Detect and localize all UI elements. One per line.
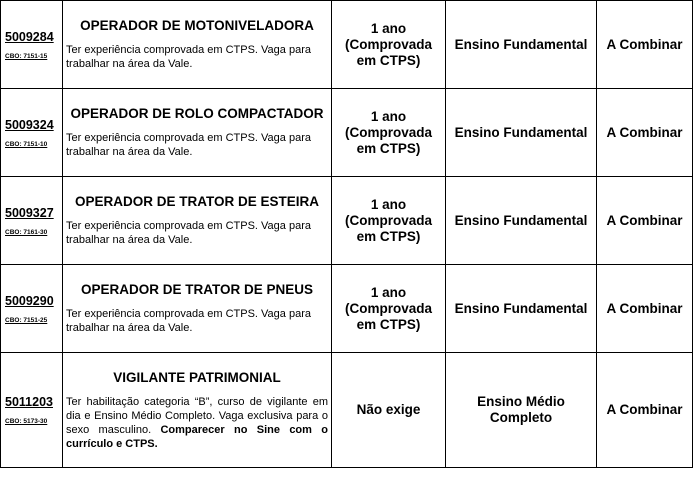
experience-cell — [332, 1, 446, 89]
job-code: 5009290 — [5, 293, 54, 308]
job-code-cell — [1, 177, 63, 265]
job-code-cell — [1, 353, 63, 468]
job-description-cell — [63, 265, 332, 353]
education-cell: Ensino Médio Completo — [446, 353, 597, 468]
job-description: Ter experiência comprovada em CTPS. Vaga para trabalhar na área da Vale. — [66, 132, 311, 158]
experience-line: em CTPS) — [356, 52, 421, 68]
cbo-code: CBO: 5173-30 — [5, 418, 48, 425]
job-description: Ter experiência comprovada em CTPS. Vaga para trabalhar na área da Vale. — [66, 220, 311, 246]
job-code: 5009284 — [5, 29, 54, 44]
experience-cell: Não exige — [332, 353, 446, 468]
experience-cell — [332, 265, 446, 353]
salary-cell: A Combinar — [597, 89, 693, 177]
job-code-cell — [1, 1, 63, 89]
job-code-cell — [1, 89, 63, 177]
experience-cell — [332, 177, 446, 265]
experience-line: (Comprovada — [344, 300, 432, 316]
salary-cell: A Combinar — [597, 353, 693, 468]
job-code: 5009327 — [5, 205, 54, 220]
job-title: OPERADOR DE TRATOR DE ESTEIRA — [74, 194, 320, 209]
job-code-cell — [1, 265, 63, 353]
job-row — [1, 353, 693, 468]
experience-line: em CTPS) — [356, 316, 421, 332]
job-row — [1, 89, 693, 177]
education-cell: Ensino Fundamental — [446, 1, 597, 89]
salary-cell: A Combinar — [597, 177, 693, 265]
experience-line: em CTPS) — [356, 140, 421, 156]
experience-line: 1 ano — [370, 284, 407, 300]
experience-line: em CTPS) — [356, 228, 421, 244]
job-description-bold: Comparecer no Sine com o currículo e CTPS. — [66, 423, 328, 450]
experience-cell — [332, 89, 446, 177]
experience-line: (Comprovada — [344, 212, 432, 228]
salary-cell: A Combinar — [597, 1, 693, 89]
job-row — [1, 265, 693, 353]
job-code: 5009324 — [5, 117, 54, 132]
job-description-text: Ter habilitação categoria “B”, curso de vigilante em dia e Ensino Médio Completo. Vaga exclusiva para o sexo masculino. — [66, 395, 328, 436]
experience-line: 1 ano — [370, 20, 407, 36]
job-description-cell — [63, 353, 332, 468]
job-description: Ter experiência comprovada em CTPS. Vaga para trabalhar na área da Vale. — [66, 308, 311, 334]
experience-line: (Comprovada — [344, 124, 432, 140]
cbo-code: CBO: 7151-25 — [5, 316, 48, 324]
cbo-code: CBO: 7151-10 — [5, 140, 48, 148]
job-description-cell — [63, 89, 332, 177]
education-cell: Ensino Fundamental — [446, 265, 597, 353]
job-description: Ter experiência comprovada em CTPS. Vaga para trabalhar na área da Vale. — [66, 44, 311, 70]
job-title: OPERADOR DE ROLO COMPACTADOR — [70, 106, 324, 121]
cbo-code: CBO: 7161-30 — [5, 228, 48, 236]
job-description-cell — [63, 177, 332, 265]
job-title: OPERADOR DE MOTONIVELADORA — [80, 18, 314, 33]
cbo-code: CBO: 7151-15 — [5, 52, 48, 60]
experience-line: (Comprovada — [344, 36, 432, 52]
job-row — [1, 177, 693, 265]
job-description — [66, 395, 328, 451]
experience-line: 1 ano — [370, 196, 407, 212]
job-description-cell — [63, 1, 332, 89]
salary-cell: A Combinar — [597, 265, 693, 353]
job-title: OPERADOR DE TRATOR DE PNEUS — [80, 282, 314, 297]
education-cell: Ensino Fundamental — [446, 89, 597, 177]
job-row — [1, 1, 693, 89]
job-title: VIGILANTE PATRIMONIAL — [113, 369, 281, 385]
education-cell: Ensino Fundamental — [446, 177, 597, 265]
job-code: 5011203 — [5, 395, 53, 409]
experience-line: 1 ano — [370, 108, 407, 124]
